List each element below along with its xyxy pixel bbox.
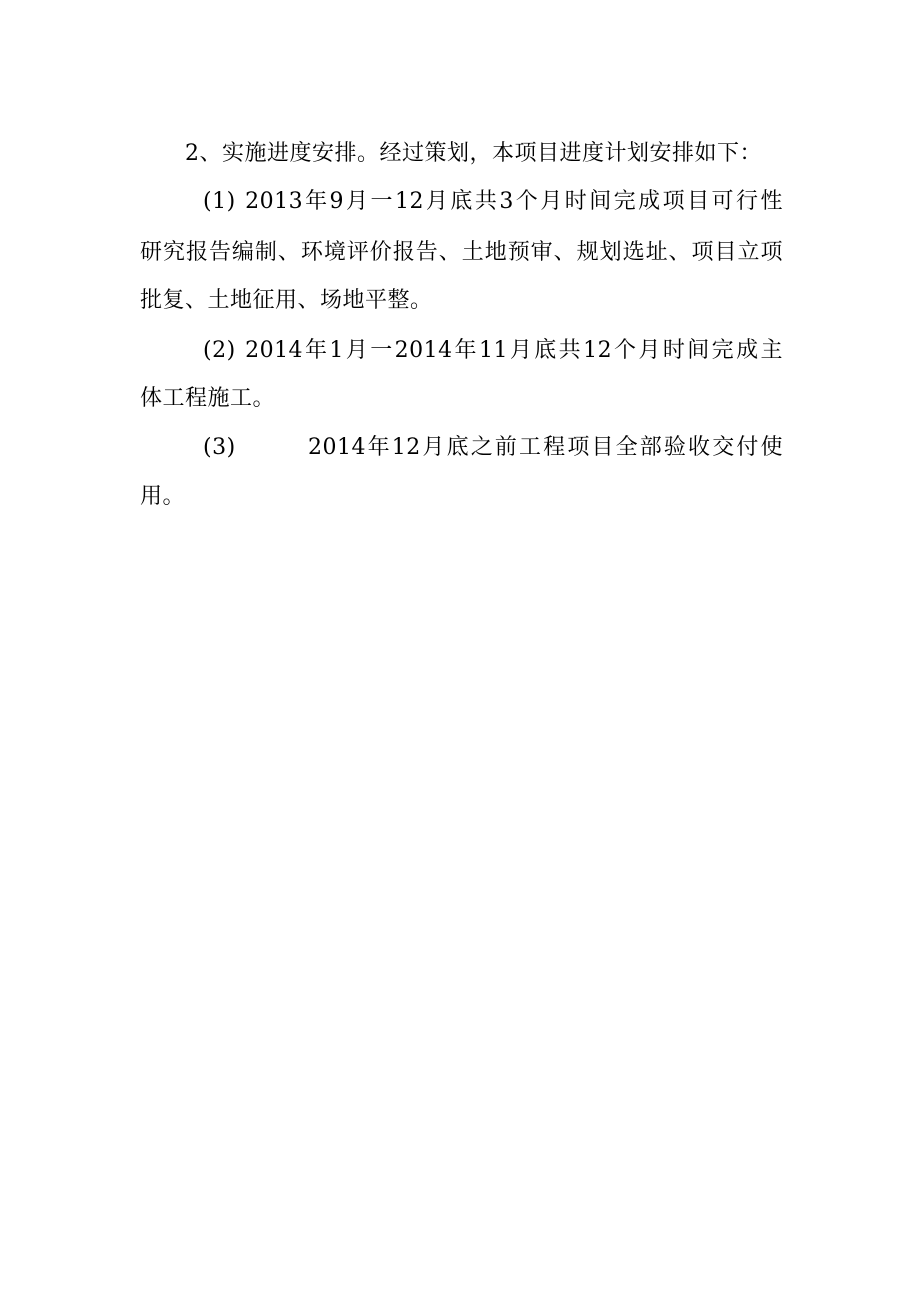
item-3-marker: (3): [203, 435, 236, 460]
item-1-line-2: 研究报告编制、环境评价报告、土地预审、规划选址、项目立项: [140, 240, 783, 265]
item-1-line-3: 批复、土地征用、场地平整。: [140, 288, 433, 313]
item-3-line-2: 用。: [140, 484, 186, 509]
item-3-line-1: 2014年12月底之前工程项目全部验收交付使: [308, 435, 783, 460]
item-2-line-2: 体工程施工。: [140, 386, 276, 411]
section-heading: 2、实施进度安排。经过策划，本项目进度计划安排如下：: [185, 141, 762, 166]
item-1-line-1: (1) 2013年9月一12月底共3个月时间完成项目可行性: [203, 189, 783, 214]
item-2-line-1: (2) 2014年1月一2014年11月底共12个月时间完成主: [203, 338, 783, 363]
